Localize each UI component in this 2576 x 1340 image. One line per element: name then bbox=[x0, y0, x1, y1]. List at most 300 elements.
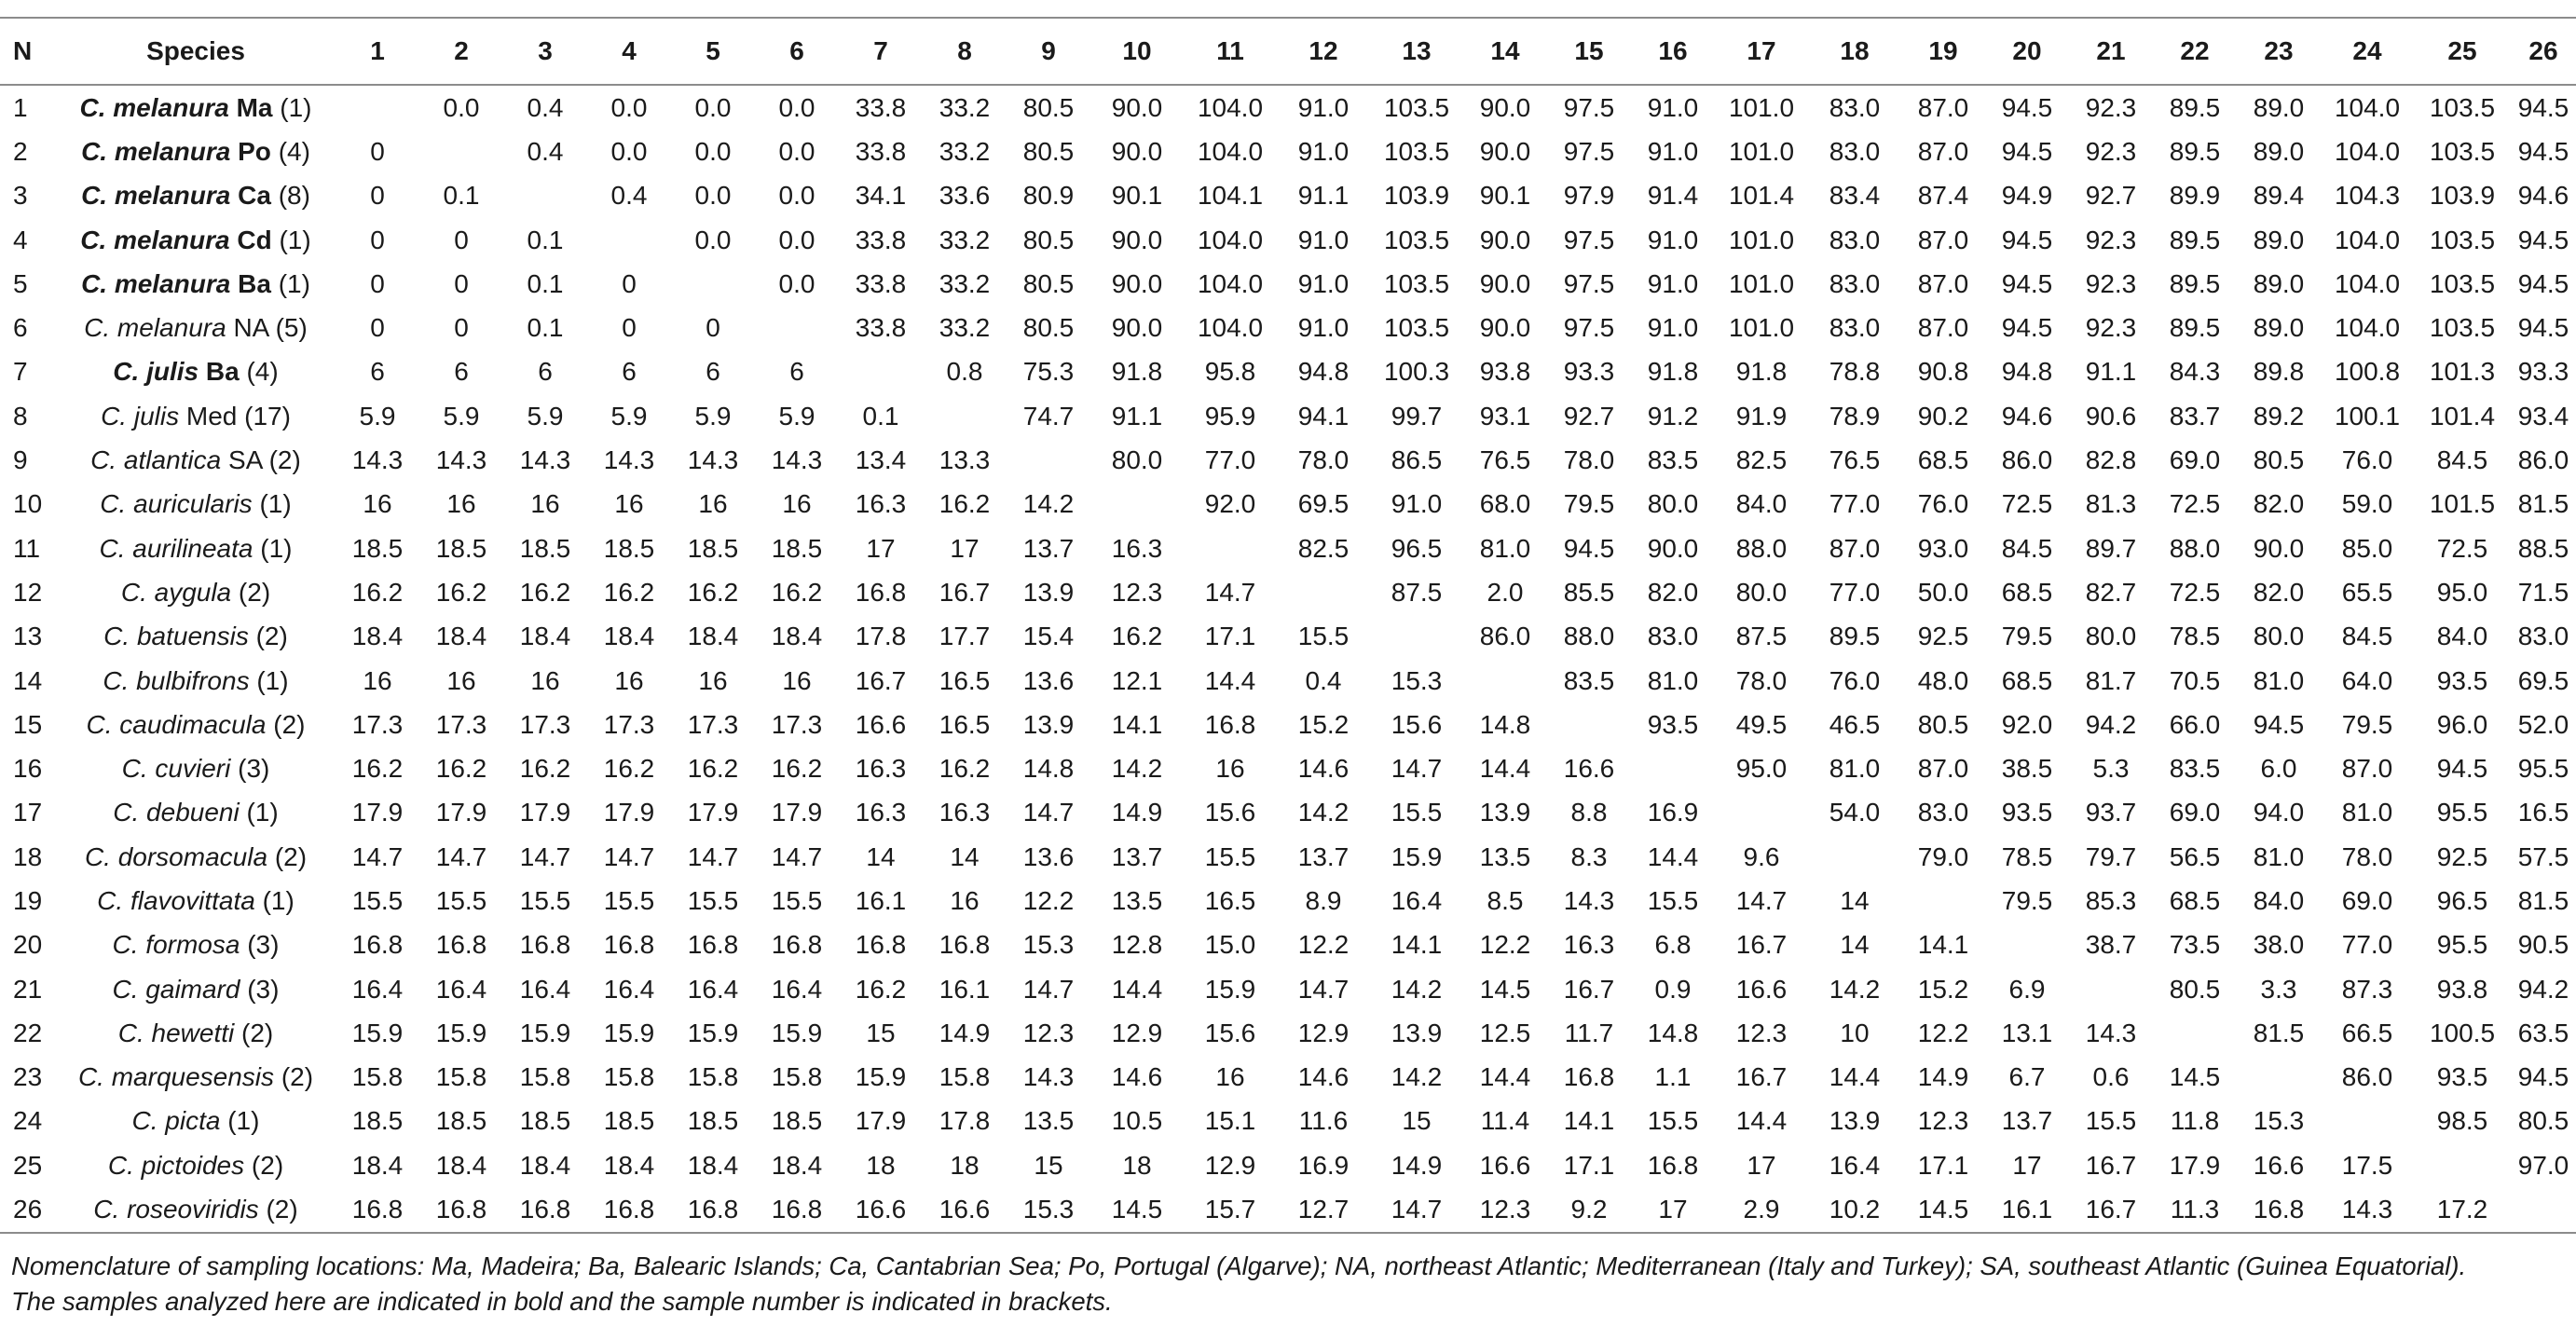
sample-count: (2) bbox=[281, 1062, 314, 1092]
header-col-21: 21 bbox=[2069, 18, 2153, 85]
distance-cell: 11.7 bbox=[1564, 1018, 1614, 1047]
distance-cell: 38.7 bbox=[2085, 930, 2137, 960]
distance-cell: 16.3 bbox=[855, 754, 907, 784]
distance-cell: 94.2 bbox=[2085, 709, 2137, 739]
distance-cell: 94.0 bbox=[2253, 798, 2305, 827]
distance-cell: 16.4 bbox=[687, 974, 739, 1004]
distance-cell: 10.5 bbox=[1111, 1106, 1163, 1136]
distance-cell: 5.9 bbox=[694, 401, 732, 431]
distance-cell: 0 bbox=[370, 225, 385, 254]
species-cell bbox=[56, 703, 336, 746]
distance-cell: 18.5 bbox=[687, 533, 739, 563]
table-header-row bbox=[0, 18, 2576, 85]
distance-cell: 69.5 bbox=[2517, 665, 2569, 695]
sample-count: (1) bbox=[262, 885, 295, 915]
distance-cell: 101.4 bbox=[2429, 401, 2496, 431]
distance-cell: 68.5 bbox=[2001, 577, 2053, 607]
distance-cell: 94.5 bbox=[2001, 313, 2053, 343]
distance-cell: 13.6 bbox=[1022, 841, 1075, 871]
distance-cell: 18.4 bbox=[351, 622, 404, 651]
sample-count: (2) bbox=[268, 445, 301, 475]
header-col-9: 9 bbox=[1007, 18, 1090, 85]
sample-count: (2) bbox=[266, 1195, 298, 1224]
species-name: C. hewetti bbox=[117, 1018, 235, 1047]
distance-cell: 11.6 bbox=[1298, 1106, 1349, 1136]
distance-cell: 0.4 bbox=[610, 181, 648, 211]
distance-cell: 16.4 bbox=[351, 974, 404, 1004]
distance-cell: 15.8 bbox=[603, 1062, 655, 1092]
distance-cell: 16.2 bbox=[435, 577, 487, 607]
distance-cell: 79.5 bbox=[2001, 622, 2053, 651]
species-location: NA bbox=[233, 313, 268, 343]
distance-cell: 13.9 bbox=[1022, 709, 1075, 739]
table-row bbox=[0, 394, 2576, 438]
table-body bbox=[0, 85, 2576, 1233]
distance-cell: 14 bbox=[1840, 885, 1870, 915]
distance-cell: 90.0 bbox=[1647, 533, 1699, 563]
distance-cell: 15.5 bbox=[1647, 885, 1699, 915]
distance-cell: 80.0 bbox=[2085, 622, 2137, 651]
header-col-5: 5 bbox=[671, 18, 755, 85]
distance-cell: 14.5 bbox=[1090, 1187, 1184, 1232]
species-cell bbox=[56, 1011, 336, 1055]
distance-cell: 104.1 bbox=[1197, 181, 1264, 211]
distance-cell: 14.7 bbox=[1735, 885, 1788, 915]
distance-cell: 91.8 bbox=[1647, 357, 1699, 387]
distance-cell: 86.5 bbox=[1391, 445, 1443, 475]
distance-cell: 81.0 bbox=[2341, 798, 2393, 827]
distance-cell: 17.3 bbox=[351, 709, 404, 739]
distance-cell: 16 bbox=[782, 665, 812, 695]
row-number: 7 bbox=[13, 357, 28, 387]
distance-cell: 16.7 bbox=[2069, 1187, 2153, 1232]
header-col-12: 12 bbox=[1277, 18, 1370, 85]
distance-cell: 78.9 bbox=[1829, 401, 1881, 431]
distance-cell: 93.5 bbox=[1647, 709, 1699, 739]
distance-cell: 82.7 bbox=[2085, 577, 2137, 607]
distance-cell: 0 bbox=[622, 268, 637, 298]
distance-cell: 16.4 bbox=[1391, 885, 1443, 915]
distance-cell: 82.0 bbox=[2253, 489, 2305, 519]
sample-count: (1) bbox=[278, 268, 310, 298]
distance-cell: 16 bbox=[614, 665, 644, 695]
distance-cell bbox=[503, 174, 587, 218]
distance-cell: 15 bbox=[1402, 1106, 1432, 1136]
distance-cell: 87.0 bbox=[1917, 92, 1969, 122]
distance-cell: 0.4 bbox=[1305, 665, 1342, 695]
distance-cell: 16 bbox=[1215, 754, 1245, 784]
distance-cell: 14.2 bbox=[1829, 974, 1881, 1004]
distance-cell: 16 bbox=[446, 665, 476, 695]
distance-cell: 16.2 bbox=[855, 974, 907, 1004]
distance-cell: 0.4 bbox=[527, 92, 564, 122]
species-cell bbox=[56, 350, 336, 394]
distance-cell: 86.0 bbox=[2341, 1062, 2393, 1092]
distance-cell bbox=[1463, 659, 1547, 703]
distance-cell: 72.5 bbox=[2169, 577, 2221, 607]
table-row bbox=[0, 879, 2576, 923]
distance-cell: 15 bbox=[866, 1018, 896, 1047]
distance-cell: 94.5 bbox=[2253, 709, 2305, 739]
sample-count: (2) bbox=[238, 577, 271, 607]
footnote-line-1: Nomenclature of sampling locations: Ma, Madeira; Ba, Balearic Islands; Ca, Cantabrian Sea; Po, Portugal (Algarve); NA, northeast Atlantic; Mediterranean (Italy and Turkey); SA, southeast Atlantic (Guinea Equatorial). bbox=[11, 1251, 2467, 1280]
distance-cell: 18 bbox=[866, 1150, 896, 1180]
distance-cell: 16 bbox=[614, 489, 644, 519]
distance-cell: 14.7 bbox=[1297, 974, 1350, 1004]
distance-cell: 16.8 bbox=[351, 930, 404, 960]
species-cell bbox=[56, 570, 336, 614]
distance-cell: 80.5 bbox=[1917, 709, 1969, 739]
distance-cell: 103.5 bbox=[1383, 92, 1450, 122]
distance-cell bbox=[1715, 791, 1808, 835]
distance-cell: 0 bbox=[454, 313, 469, 343]
distance-cell: 69.0 bbox=[2341, 885, 2393, 915]
distance-cell: 18.5 bbox=[519, 533, 571, 563]
distance-cell: 16.2 bbox=[771, 754, 823, 784]
distance-cell: 89.2 bbox=[2253, 401, 2305, 431]
distance-cell: 16 bbox=[782, 489, 812, 519]
distance-cell: 88.0 bbox=[1563, 622, 1615, 651]
distance-cell: 14.8 bbox=[1022, 754, 1075, 784]
distance-cell: 0.4 bbox=[527, 136, 564, 166]
distance-cell: 0.0 bbox=[778, 136, 815, 166]
distance-cell: 17.3 bbox=[687, 709, 739, 739]
distance-matrix-table bbox=[0, 17, 2576, 1234]
distance-cell: 9.2 bbox=[1547, 1187, 1631, 1232]
distance-cell: 0 bbox=[622, 313, 637, 343]
distance-cell: 96.5 bbox=[1391, 533, 1443, 563]
distance-cell: 15.5 bbox=[603, 885, 655, 915]
distance-cell: 95.8 bbox=[1204, 357, 1256, 387]
distance-cell: 14 bbox=[1840, 930, 1870, 960]
distance-cell bbox=[1547, 703, 1631, 746]
distance-cell: 90.0 bbox=[1479, 268, 1531, 298]
distance-cell: 17.5 bbox=[2341, 1150, 2393, 1180]
distance-cell: 93.4 bbox=[2517, 401, 2569, 431]
species-name: C. aurilineata bbox=[99, 533, 253, 563]
distance-cell: 63.5 bbox=[2517, 1018, 2569, 1047]
species-name: C. cuvieri bbox=[121, 754, 231, 784]
distance-cell bbox=[2511, 1187, 2576, 1232]
distance-cell: 16.8 bbox=[939, 930, 991, 960]
distance-cell: 16.3 bbox=[1563, 930, 1615, 960]
distance-cell: 15.4 bbox=[1022, 622, 1075, 651]
header-col-17: 17 bbox=[1715, 18, 1808, 85]
distance-cell: 14.7 bbox=[603, 841, 655, 871]
distance-cell: 14.8 bbox=[1479, 709, 1531, 739]
distance-cell: 87.0 bbox=[2341, 754, 2393, 784]
distance-cell: 84.5 bbox=[2436, 445, 2488, 475]
distance-cell: 82.5 bbox=[1735, 445, 1788, 475]
distance-cell: 68.5 bbox=[1917, 445, 1969, 475]
distance-cell: 16.7 bbox=[939, 577, 991, 607]
species-cell bbox=[56, 218, 336, 262]
distance-cell: 89.9 bbox=[2169, 181, 2221, 211]
distance-cell: 85.5 bbox=[1563, 577, 1615, 607]
distance-cell: 93.5 bbox=[2436, 665, 2488, 695]
distance-cell: 16.2 bbox=[351, 754, 404, 784]
distance-cell: 0.0 bbox=[694, 225, 732, 254]
distance-cell: 84.3 bbox=[2169, 357, 2221, 387]
table-row bbox=[0, 791, 2576, 835]
distance-cell: 97.9 bbox=[1563, 181, 1615, 211]
distance-cell: 101.0 bbox=[1728, 136, 1795, 166]
distance-cell: 89.0 bbox=[2253, 225, 2305, 254]
distance-cell: 16.3 bbox=[1111, 533, 1163, 563]
distance-cell: 14.8 bbox=[1647, 1018, 1699, 1047]
distance-cell: 14.5 bbox=[1901, 1187, 1985, 1232]
distance-cell: 80.5 bbox=[1022, 268, 1075, 298]
distance-cell: 90.0 bbox=[1111, 92, 1163, 122]
distance-cell: 91.0 bbox=[1297, 313, 1350, 343]
distance-cell: 80.5 bbox=[1022, 313, 1075, 343]
distance-cell: 33.8 bbox=[855, 225, 907, 254]
distance-cell: 89.5 bbox=[2169, 136, 2221, 166]
distance-cell: 80.0 bbox=[1647, 489, 1699, 519]
distance-cell: 83.0 bbox=[1647, 622, 1699, 651]
distance-cell bbox=[336, 85, 419, 130]
distance-cell: 16.2 bbox=[351, 577, 404, 607]
distance-cell: 83.0 bbox=[1917, 798, 1969, 827]
table-row bbox=[0, 570, 2576, 614]
species-cell bbox=[56, 659, 336, 703]
distance-cell: 0.0 bbox=[694, 92, 732, 122]
distance-cell: 104.0 bbox=[1197, 225, 1264, 254]
distance-cell: 14.7 bbox=[687, 841, 739, 871]
distance-cell: 76.0 bbox=[2341, 445, 2393, 475]
distance-cell: 0 bbox=[706, 313, 720, 343]
distance-cell: 80.5 bbox=[1022, 225, 1075, 254]
distance-cell: 18.5 bbox=[435, 1106, 487, 1136]
distance-cell: 93.5 bbox=[2436, 1062, 2488, 1092]
species-name: C. dorsomacula bbox=[84, 841, 268, 871]
distance-cell: 97.5 bbox=[1563, 92, 1615, 122]
distance-cell: 86.0 bbox=[1479, 622, 1531, 651]
distance-cell: 33.2 bbox=[939, 136, 991, 166]
header-species: Species bbox=[56, 18, 336, 85]
species-name: C. formosa bbox=[112, 930, 240, 960]
distance-cell: 33.2 bbox=[939, 268, 991, 298]
distance-cell: 16.9 bbox=[1297, 1150, 1350, 1180]
distance-cell: 13.6 bbox=[1022, 665, 1075, 695]
distance-cell: 14.3 bbox=[351, 445, 404, 475]
distance-cell: 14 bbox=[950, 841, 980, 871]
distance-cell: 14.9 bbox=[1391, 1150, 1443, 1180]
distance-cell: 16.8 bbox=[587, 1187, 671, 1232]
distance-cell: 16.2 bbox=[603, 577, 655, 607]
distance-cell: 101.5 bbox=[2429, 489, 2496, 519]
distance-cell: 6.7 bbox=[2008, 1062, 2046, 1092]
distance-cell: 18 bbox=[1122, 1150, 1152, 1180]
distance-cell: 94.1 bbox=[1297, 401, 1350, 431]
distance-cell: 0 bbox=[370, 136, 385, 166]
distance-cell: 96.0 bbox=[2436, 709, 2488, 739]
sample-count: (2) bbox=[274, 841, 308, 871]
distance-cell bbox=[1277, 570, 1370, 614]
species-cell bbox=[56, 615, 336, 659]
distance-cell: 33.2 bbox=[939, 313, 991, 343]
distance-cell: 72.5 bbox=[2001, 489, 2053, 519]
distance-cell: 90.6 bbox=[2085, 401, 2137, 431]
distance-cell: 0.0 bbox=[610, 136, 648, 166]
species-location: Po bbox=[238, 136, 271, 166]
distance-cell: 17 bbox=[866, 533, 896, 563]
distance-cell: 18.4 bbox=[435, 622, 487, 651]
distance-cell: 87.5 bbox=[1735, 622, 1788, 651]
distance-cell: 0.0 bbox=[778, 225, 815, 254]
distance-cell: 8.5 bbox=[1487, 885, 1524, 915]
distance-cell: 17.9 bbox=[855, 1106, 907, 1136]
distance-cell: 15.5 bbox=[771, 885, 823, 915]
distance-cell: 6 bbox=[370, 357, 385, 387]
distance-cell: 15.8 bbox=[687, 1062, 739, 1092]
distance-cell: 16.8 bbox=[1563, 1062, 1615, 1092]
distance-cell: 17.9 bbox=[771, 798, 823, 827]
distance-cell: 33.6 bbox=[939, 181, 991, 211]
species-name: C. melanura bbox=[84, 313, 226, 343]
distance-cell: 0 bbox=[370, 181, 385, 211]
sample-count: (1) bbox=[246, 798, 279, 827]
distance-cell: 93.3 bbox=[1563, 357, 1615, 387]
distance-cell: 16.2 bbox=[519, 754, 571, 784]
distance-cell: 0.0 bbox=[443, 92, 480, 122]
distance-cell: 76.0 bbox=[1829, 665, 1881, 695]
distance-cell: 14.2 bbox=[1391, 974, 1443, 1004]
distance-cell: 18.4 bbox=[771, 1150, 823, 1180]
distance-cell: 16.8 bbox=[503, 1187, 587, 1232]
distance-cell: 99.7 bbox=[1391, 401, 1443, 431]
distance-cell: 95.9 bbox=[1204, 401, 1256, 431]
row-number: 25 bbox=[13, 1150, 43, 1180]
sample-count: (2) bbox=[241, 1018, 274, 1047]
distance-cell: 16.8 bbox=[2237, 1187, 2321, 1232]
sample-count: (2) bbox=[273, 709, 306, 739]
species-cell bbox=[56, 526, 336, 570]
distance-cell: 78.0 bbox=[1297, 445, 1350, 475]
distance-cell: 83.4 bbox=[1829, 181, 1881, 211]
row-number: 10 bbox=[13, 489, 43, 519]
distance-cell: 79.0 bbox=[1917, 841, 1969, 871]
distance-cell: 14.5 bbox=[1479, 974, 1531, 1004]
distance-cell: 16 bbox=[1215, 1062, 1245, 1092]
species-name: C. roseoviridis bbox=[93, 1195, 259, 1224]
species-name: C. picta bbox=[131, 1106, 221, 1136]
distance-cell: 8.8 bbox=[1570, 798, 1608, 827]
distance-cell: 94.5 bbox=[2001, 268, 2053, 298]
species-name: C. marquesensis bbox=[77, 1062, 275, 1092]
distance-cell: 66.5 bbox=[2341, 1018, 2393, 1047]
header-col-7: 7 bbox=[839, 18, 923, 85]
distance-cell: 15.8 bbox=[351, 1062, 404, 1092]
distance-cell: 90.1 bbox=[1479, 181, 1531, 211]
table-row bbox=[0, 130, 2576, 173]
species-name: C. aygula bbox=[120, 577, 232, 607]
distance-cell: 16.8 bbox=[771, 930, 823, 960]
distance-cell: 14.3 bbox=[1563, 885, 1615, 915]
distance-cell: 6 bbox=[538, 357, 553, 387]
distance-cell: 15.9 bbox=[519, 1018, 571, 1047]
distance-cell: 17.1 bbox=[1917, 1150, 1969, 1180]
distance-cell: 10 bbox=[1840, 1018, 1870, 1047]
distance-cell bbox=[2069, 967, 2153, 1011]
distance-cell: 10.2 bbox=[1808, 1187, 1901, 1232]
species-name: C. melanura bbox=[80, 225, 230, 254]
row-number: 16 bbox=[13, 754, 43, 784]
distance-cell: 16.1 bbox=[1985, 1187, 2069, 1232]
distance-cell: 97.5 bbox=[1563, 136, 1615, 166]
distance-cell: 94.5 bbox=[1563, 533, 1615, 563]
distance-cell: 15.6 bbox=[1391, 709, 1443, 739]
distance-cell: 93.8 bbox=[1479, 357, 1531, 387]
distance-cell: 14.4 bbox=[1647, 841, 1699, 871]
distance-cell: 81.0 bbox=[1647, 665, 1699, 695]
distance-cell bbox=[2414, 1143, 2511, 1187]
species-location: Ba bbox=[238, 268, 271, 298]
distance-cell: 14.4 bbox=[1479, 754, 1531, 784]
distance-cell: 104.0 bbox=[1197, 136, 1264, 166]
distance-cell: 14.3 bbox=[519, 445, 571, 475]
distance-cell: 90.0 bbox=[1111, 136, 1163, 166]
distance-cell: 16.7 bbox=[855, 665, 907, 695]
distance-cell: 14.7 bbox=[1204, 577, 1256, 607]
species-name: C. melanura bbox=[79, 92, 229, 122]
distance-cell: 15.9 bbox=[435, 1018, 487, 1047]
distance-cell: 97.5 bbox=[1563, 313, 1615, 343]
distance-cell: 90.0 bbox=[2253, 533, 2305, 563]
distance-cell: 76.5 bbox=[1479, 445, 1531, 475]
distance-cell: 12.1 bbox=[1111, 665, 1163, 695]
distance-cell: 13.3 bbox=[939, 445, 991, 475]
distance-cell: 94.8 bbox=[1297, 357, 1350, 387]
distance-cell: 84.0 bbox=[2253, 885, 2305, 915]
distance-cell: 91.1 bbox=[1297, 181, 1350, 211]
distance-cell: 13.7 bbox=[1297, 841, 1350, 871]
distance-cell: 71.5 bbox=[2517, 577, 2569, 607]
header-col-24: 24 bbox=[2321, 18, 2414, 85]
distance-cell: 15.2 bbox=[1917, 974, 1969, 1004]
distance-cell: 80.5 bbox=[2169, 974, 2221, 1004]
distance-cell: 12.3 bbox=[1917, 1106, 1969, 1136]
distance-cell: 16.6 bbox=[923, 1187, 1007, 1232]
header-col-4: 4 bbox=[587, 18, 671, 85]
distance-cell: 91.0 bbox=[1297, 268, 1350, 298]
distance-cell: 0 bbox=[454, 268, 469, 298]
distance-cell: 0.0 bbox=[778, 268, 815, 298]
distance-cell: 13.7 bbox=[1111, 841, 1163, 871]
species-name: C. melanura bbox=[81, 268, 231, 298]
header-col-25: 25 bbox=[2414, 18, 2511, 85]
distance-cell: 18.5 bbox=[435, 533, 487, 563]
distance-cell bbox=[1184, 526, 1277, 570]
distance-cell: 92.3 bbox=[2085, 313, 2137, 343]
distance-cell: 18.5 bbox=[519, 1106, 571, 1136]
distance-cell: 80.5 bbox=[2517, 1106, 2569, 1136]
distance-cell: 59.0 bbox=[2341, 489, 2393, 519]
distance-cell bbox=[1985, 923, 2069, 967]
distance-cell: 103.5 bbox=[2429, 268, 2496, 298]
distance-cell: 95.5 bbox=[2517, 754, 2569, 784]
table-row bbox=[0, 1143, 2576, 1187]
distance-cell: 103.9 bbox=[1383, 181, 1450, 211]
distance-cell: 16.4 bbox=[771, 974, 823, 1004]
distance-cell: 16 bbox=[950, 885, 980, 915]
distance-cell: 104.0 bbox=[2334, 136, 2401, 166]
distance-cell: 50.0 bbox=[1917, 577, 1969, 607]
distance-cell: 76.0 bbox=[1917, 489, 1969, 519]
distance-cell: 77.0 bbox=[1829, 577, 1881, 607]
distance-cell: 83.0 bbox=[1829, 92, 1881, 122]
distance-cell: 92.3 bbox=[2085, 225, 2137, 254]
